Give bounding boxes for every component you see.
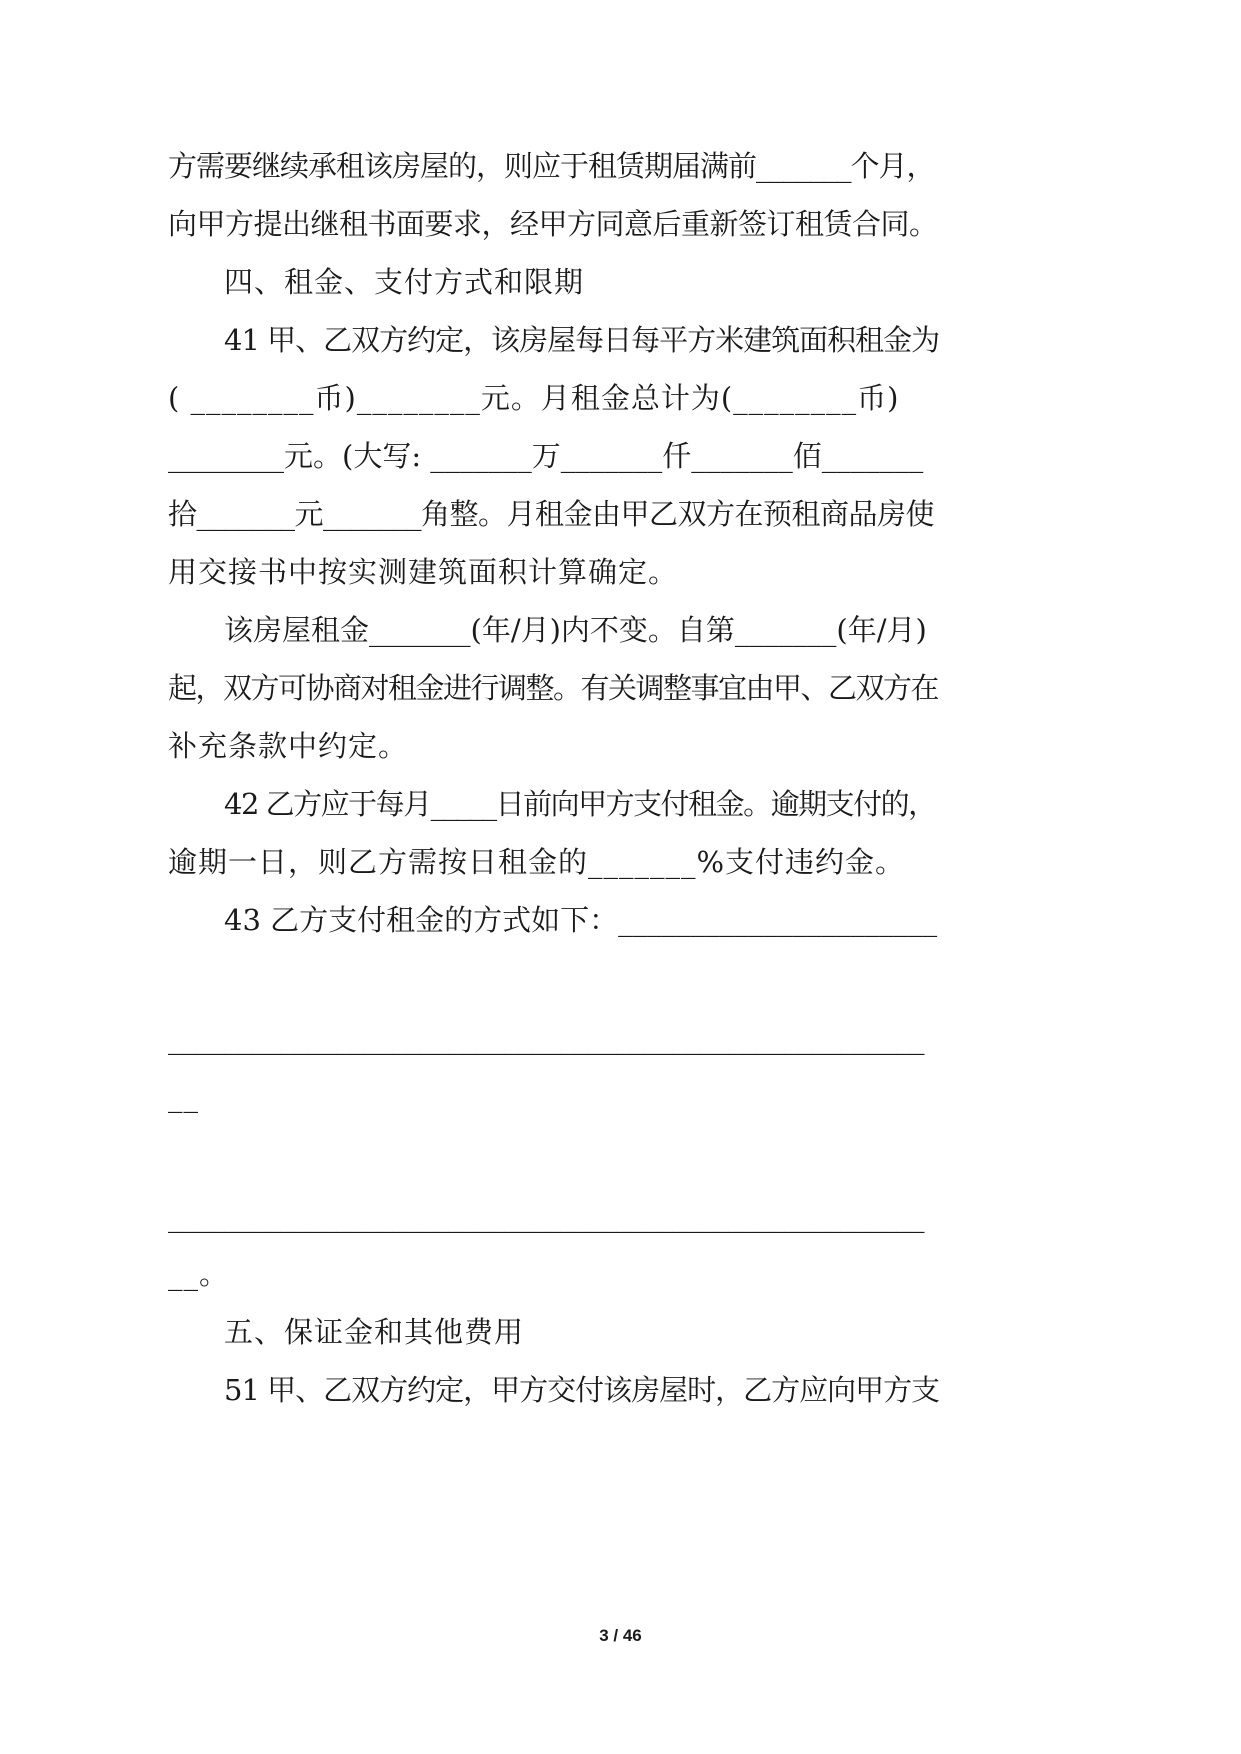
text-line: 41 甲、乙双方约定，该房屋每日每平方米建筑面积租金为 (224, 323, 940, 357)
text-line: 42 乙方应于每月_____日前向甲方支付租金。逾期支付的， (224, 787, 936, 821)
text-line: 补充条款中约定。 (168, 729, 409, 763)
section-heading: 四、租金、支付方式和限期 (224, 265, 585, 299)
text-line: ________元。(大写: _______万_______仟_______佰_______ (168, 439, 924, 473)
text-line: 用交接书中按实测建筑面积计算确定。 (168, 555, 679, 589)
text-line: 43 乙方支付租金的方式如下：______________________ (224, 903, 938, 937)
blank-fill-line: __ (168, 1079, 199, 1113)
page-number: 3 / 46 (599, 1626, 642, 1645)
section-heading: 五、保证金和其他费用 (224, 1315, 525, 1349)
blank-fill-line: ______________________________________________________ (168, 1199, 924, 1233)
text-line: 起，双方可协商对租金进行调整。有关调整事宜由甲、乙双方在 (168, 671, 939, 705)
text-line: 向甲方提出继租书面要求，经甲方同意后重新签订租赁合同。 (168, 207, 938, 241)
text-line: 51 甲、乙双方约定，甲方交付该房屋时，乙方应向甲方支 (224, 1373, 940, 1407)
text-line: ( ________币)________元。月租金总计为(________币) (168, 381, 900, 415)
text-line: 方需要继续承租该房屋的，则应于租赁期届满前_______个月， (168, 149, 935, 183)
text-line: 拾_______元_______角整。月租金由甲乙双方在预租商品房使 (168, 497, 935, 531)
blank-fill-line: __。 (168, 1257, 230, 1291)
text-line: 该房屋租金_______(年/月)内不变。自第_______(年/月) (224, 613, 927, 647)
blank-fill-line: ______________________________________________________ (168, 1021, 924, 1055)
text-line: 逾期一日，则乙方需按日租金的_______%支付违约金。 (168, 845, 906, 879)
